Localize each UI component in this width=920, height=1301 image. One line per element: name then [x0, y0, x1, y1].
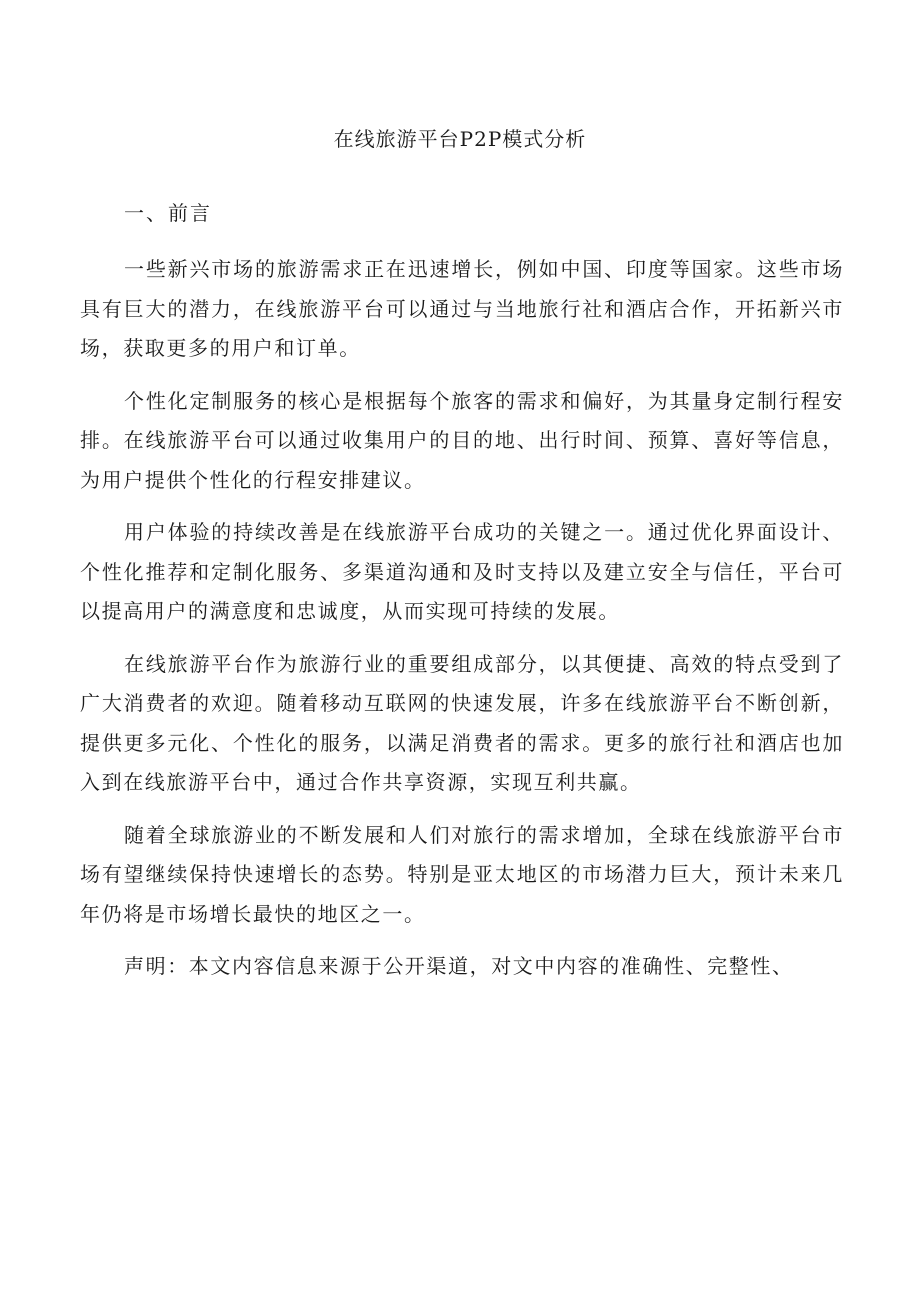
- paragraph-emerging-markets: 一些新兴市场的旅游需求正在迅速增长，例如中国、印度等国家。这些市场具有巨大的潜力，在线旅游平台可以通过与当地旅行社和酒店合作，开拓新兴市场，获取更多的用户和订单。: [80, 257, 844, 360]
- paragraph-industry-role: 在线旅游平台作为旅游行业的重要组成部分，以其便捷、高效的特点受到了广大消费者的欢迎。随着移动互联网的快速发展，许多在线旅游平台不断创新，提供更多元化、个性化的服务，以满足消费者的需求。更多的旅行社和酒店也加入到在线旅游平台中，通过合作共享资源，实现互利共赢。: [80, 651, 844, 794]
- document-body: [80, 193, 844, 1000]
- section-heading: 一、前言: [124, 201, 212, 225]
- paragraph-market-growth: 随着全球旅游业的不断发展和人们对旅行的需求增加，全球在线旅游平台市场有望继续保持快速增长的态势。特别是亚太地区的市场潜力巨大，预计未来几年仍将是市场增长最快的地区之一。: [80, 822, 844, 926]
- paragraph-disclaimer: 声明：本文内容信息来源于公开渠道，对文中内容的准确性、完整性、: [124, 954, 794, 978]
- document-title: 在线旅游平台P2P模式分析: [333, 127, 587, 151]
- paragraph-user-experience: 用户体验的持续改善是在线旅游平台成功的关键之一。通过优化界面设计、个性化推荐和定制化服务、多渠道沟通和及时支持以及建立安全与信任，平台可以提高用户的满意度和忠诚度，从而实现可持续的发展。: [80, 520, 844, 623]
- paragraph-personalized-service: 个性化定制服务的核心是根据每个旅客的需求和偏好，为其量身定制行程安排。在线旅游平台可以通过收集用户的目的地、出行时间、预算、喜好等信息，为用户提供个性化的行程安排建议。: [80, 388, 844, 492]
